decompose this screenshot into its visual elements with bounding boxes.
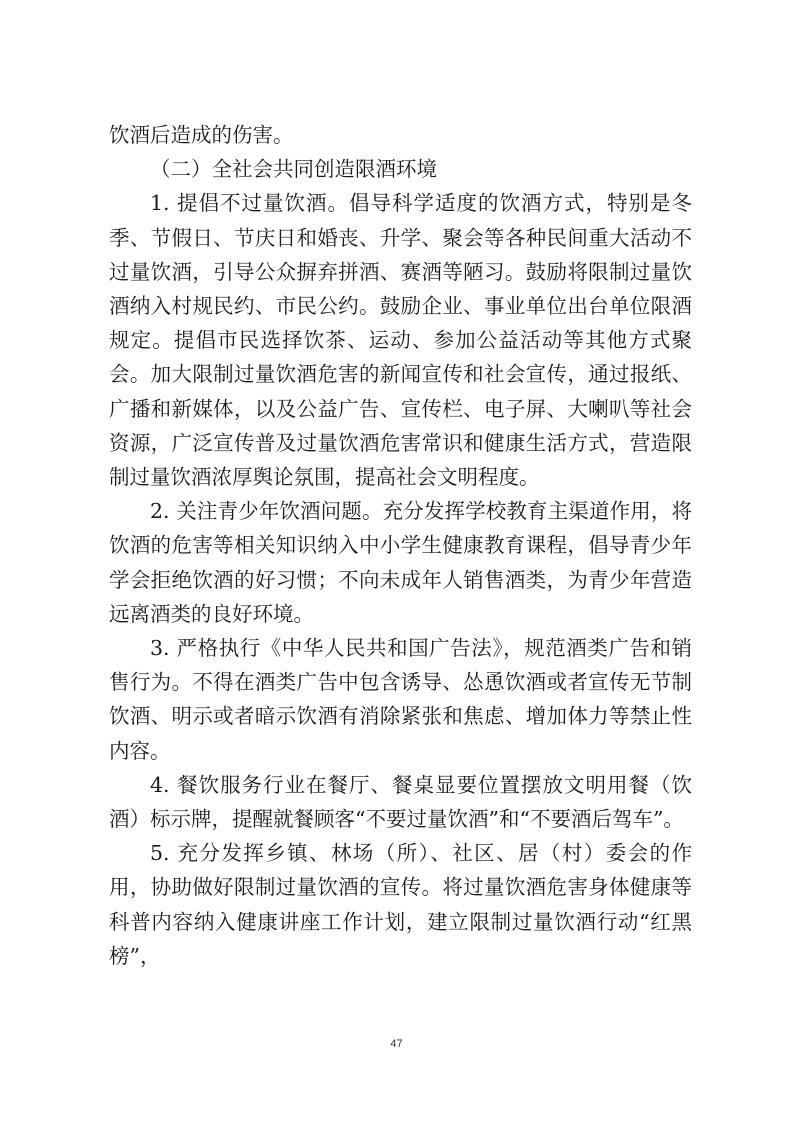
paragraph-3: 3. 严格执行《中华人民共和国广告法》，规范酒类广告和销售行为。不得在酒类广告中包含诱导、怂恿饮酒或者宣传无节制饮酒、明示或者暗示饮酒有消除紧张和焦虑、增加体力等禁止性内容。 — [109, 636, 692, 763]
paragraph-1: 1. 提倡不过量饮酒。倡导科学适度的饮酒方式，特别是冬季、节假日、节庆日和婚丧、升学、聚会等各种民间重大活动不过量饮酒，引导公众摒弃拼酒、赛酒等陋习。鼓励将限制过量饮酒纳入村规民约、市民公约。鼓励企业、事业单位出台单位限酒规定。提倡市民选择饮茶、运动、参加公益活动等其他方式聚会。加大限制过量饮酒危害的新闻宣传和社会宣传，通过报纸、广播和新媒体，以及公益广告、宣传栏、电子屏、大喇叭等社会资源，广泛宣传普及过量饮酒危害常识和健康生活方式，营造限制过量饮酒浓厚舆论氛围，提高社会文明程度。 — [109, 191, 692, 490]
continued-paragraph: 饮酒后造成的伤害。 — [109, 123, 294, 147]
body-text — [109, 118, 692, 973]
paragraph-5: 5. 充分发挥乡镇、林场（所）、社区、居（村）委会的作用，协助做好限制过量饮酒的宣传。将过量饮酒危害身体健康等科普内容纳入健康讲座工作计划，建立限制过量饮酒行动“红黑榜”， — [109, 841, 692, 968]
paragraph-4: 4. 餐饮服务行业在餐厅、餐桌显要位置摆放文明用餐（饮酒）标示牌，提醒就餐顾客“不要过量饮酒”和“不要酒后驾车”。 — [109, 772, 692, 832]
paragraph-2: 2. 关注青少年饮酒问题。充分发挥学校教育主渠道作用，将饮酒的危害等相关知识纳入中小学生健康教育课程，倡导青少年学会拒绝饮酒的好习惯；不向未成年人销售酒类，为青少年营造远离酒类的良好环境。 — [109, 499, 692, 626]
page-number: 47 — [390, 1038, 403, 1050]
section-heading: （二）全社会共同创造限酒环境 — [150, 157, 437, 182]
